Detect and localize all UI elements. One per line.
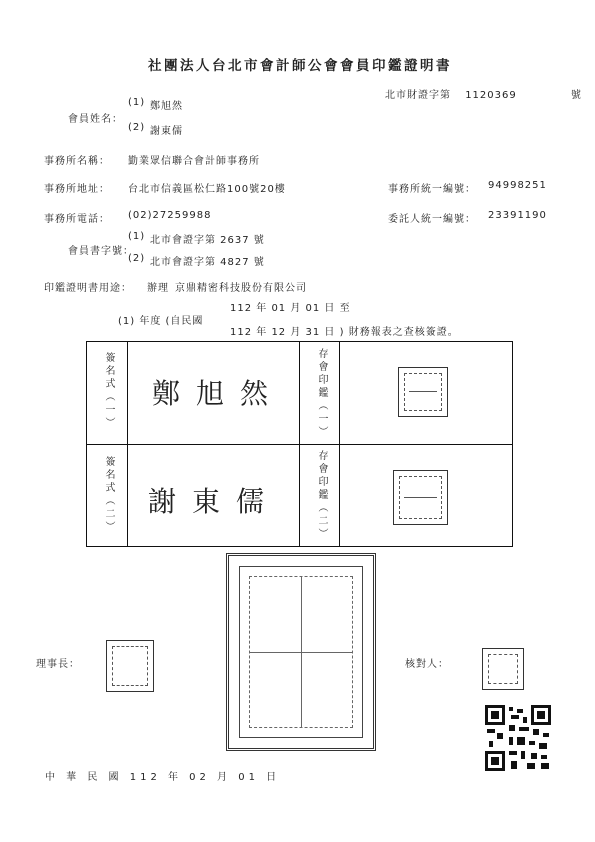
license-label: 會員書字號： (68, 246, 134, 257)
member-name-2: 謝東儒 (150, 126, 183, 137)
sign-label-1: 簽名式（一） (103, 352, 114, 430)
license-num-1: (1) (128, 231, 146, 242)
qr-code-icon (483, 703, 553, 773)
seal-label-1: 存會印鑑（一） (316, 348, 327, 439)
client-tax-id-value: 23391190 (488, 210, 547, 221)
cert-number-value: 1120369 (465, 90, 517, 101)
issue-date: 中 華 民 國 112 年 02 月 01 日 (45, 772, 281, 783)
association-seal (226, 553, 376, 751)
cert-number-row (385, 86, 582, 101)
registered-seal-2 (393, 470, 448, 525)
firm-name-value: 勤業眾信聯合會計師事務所 (128, 156, 260, 167)
verifier-seal (482, 648, 524, 690)
period-line-2: 112 年 12 月 31 日 ) 財務報表之查核簽證。 (230, 327, 459, 338)
firm-address-label: 事務所地址： (44, 184, 110, 195)
firm-tax-id-label: 事務所統一編號： (388, 184, 476, 195)
chairman-label: 理事長： (36, 659, 80, 670)
period-option: (1) 年度 (自民國 (118, 316, 204, 327)
member-name-1: 鄭旭然 (150, 101, 183, 112)
page-title: 社團法人台北市會計師公會會員印鑑證明書 (148, 58, 452, 74)
purpose-label: 印鑑證明書用途： (44, 283, 132, 294)
signature-2: 謝東儒 (148, 485, 281, 518)
chairman-seal (106, 640, 154, 692)
member-name-num-2: (2) (128, 122, 146, 133)
verifier-label: 核對人： (405, 659, 449, 670)
firm-tax-id-value: 94998251 (488, 180, 547, 191)
license-text-2: 北市會證字第 4827 號 (150, 257, 265, 268)
license-text-1: 北市會證字第 2637 號 (150, 235, 265, 246)
registered-seal-1 (398, 367, 448, 417)
purpose-value: 辦理 (147, 283, 169, 294)
license-num-2: (2) (128, 253, 146, 264)
cert-number-label: 北市財證字第 (385, 90, 451, 101)
firm-name-label: 事務所名稱： (44, 156, 110, 167)
member-name-label: 會員姓名： (68, 114, 123, 125)
member-name-num-1: (1) (128, 97, 146, 108)
sign-label-2: 簽名式（二） (103, 456, 114, 534)
signature-1: 鄭旭然 (152, 377, 285, 410)
seal-label-2: 存會印鑑（二） (316, 450, 327, 541)
firm-phone-label: 事務所電話： (44, 214, 110, 225)
firm-address-value: 台北市信義區松仁路100號20樓 (128, 184, 286, 195)
firm-phone-value: (02)27259988 (128, 210, 212, 221)
purpose-client: 京鼎精密科技股份有限公司 (175, 283, 307, 294)
cert-number-suffix: 號 (570, 90, 582, 101)
client-tax-id-label: 委託人統一編號： (388, 214, 476, 225)
period-line-1: 112 年 01 月 01 日 至 (230, 303, 351, 314)
